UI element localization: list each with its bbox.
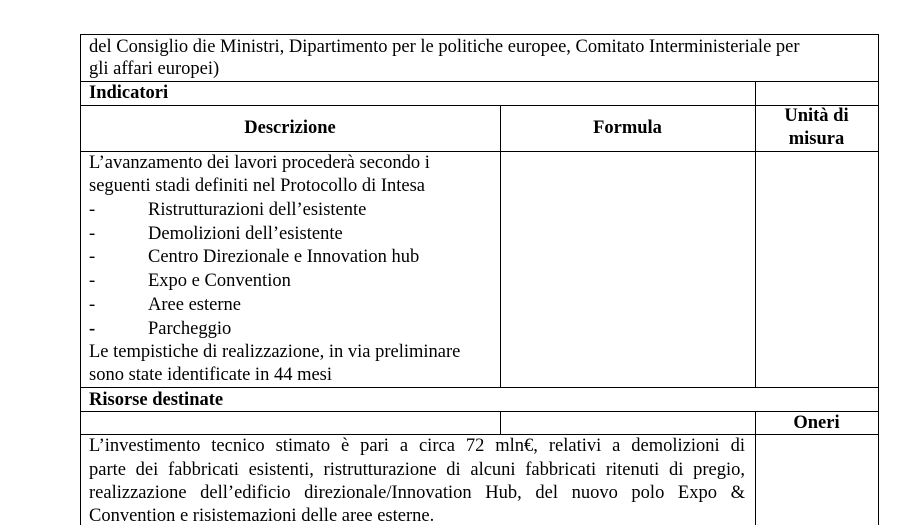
stage-label: Demolizioni dell’esistente (148, 224, 343, 244)
stage-label: Parcheggio (148, 319, 232, 339)
bullet-dash: - (89, 319, 96, 339)
risorse-text-line-4: Convention e risistemazioni delle aree esterne. (89, 506, 435, 526)
stage-label: Aree esterne (148, 295, 241, 315)
intro-line-2: gli affari europei) (89, 59, 220, 79)
risorse-text-line-2: parte dei fabbricati esistenti, ristrutturazione di alcuni fabbricati ritenuti di pregio, (89, 460, 745, 480)
column-header-formula: Formula (593, 118, 662, 138)
oneri-label: Oneri (793, 413, 840, 433)
description-intro-line-2: seguenti stadi definiti nel Protocollo di Intesa (89, 176, 426, 196)
risorse-text-line-1: L’investimento tecnico stimato è pari a circa 72 mln€, relativi a demolizioni di (89, 436, 745, 456)
bullet-dash: - (89, 271, 96, 291)
section-heading-risorse: Risorse destinate (89, 390, 224, 410)
description-outro-line-2: sono state identificate in 44 mesi (89, 365, 333, 385)
column-header-unita-line2: misura (788, 129, 845, 149)
stage-label: Centro Direzionale e Innovation hub (148, 247, 420, 267)
column-header-unita-line1: Unità di (784, 106, 849, 126)
bullet-dash: - (89, 200, 96, 220)
bullet-dash: - (89, 295, 96, 315)
section-heading-indicatori: Indicatori (89, 83, 169, 103)
risorse-text-line-3: realizzazione dell’edificio direzionale/Innovation Hub, del nuovo polo Expo & (89, 483, 745, 503)
column-header-descrizione: Descrizione (244, 118, 336, 138)
stage-label: Ristrutturazioni dell’esistente (148, 200, 367, 220)
stage-label: Expo e Convention (148, 271, 291, 291)
description-outro-line-1: Le tempistiche di realizzazione, in via preliminare (89, 342, 461, 362)
bullet-dash: - (89, 224, 96, 244)
description-intro-line-1: L’avanzamento dei lavori procederà secondo i (89, 153, 430, 173)
bullet-dash: - (89, 247, 96, 267)
intro-line-1: del Consiglio die Ministri, Dipartimento per le politiche europee, Comitato Interministeriale per (89, 37, 800, 57)
